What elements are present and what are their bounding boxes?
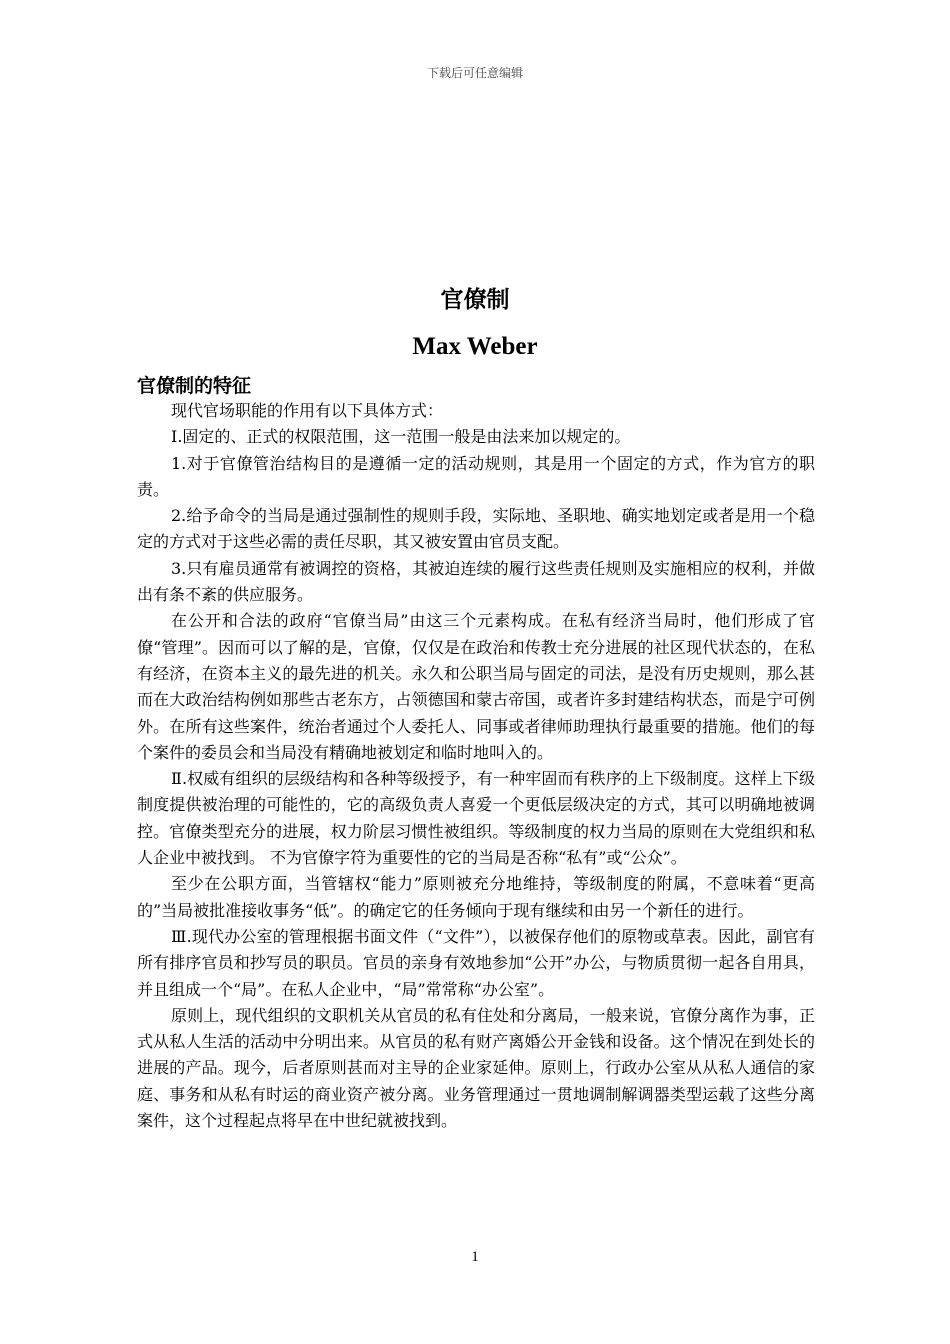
document-body <box>137 398 815 1134</box>
paragraph: 1.对于官僚管治结构目的是遵循一定的活动规则，其是用一个固定的方式，作为官方的职责。 <box>137 453 815 499</box>
author-name: Max Weber <box>412 333 538 360</box>
header-note: 下载后可任意编辑 <box>426 66 523 80</box>
section-heading: 官僚制的特征 <box>137 375 252 397</box>
document-title: 官僚制 <box>440 287 510 313</box>
paragraph: 在公开和合法的政府“官僚当局”由这三个元素构成。在私有经济当局时，他们形成了官僚“管理”。因而可以了解的是，官僚，仅仅是在政治和传教士充分进展的社区现代状态的，在私有经济，在资本主义的最先进的机关。永久和公职当局与固定的司法，是没有历史规则，那么甚而在大政治结构例如那些古老东方，占领德国和蒙古帝国，或者许多封建结构状态，而是宁可例外。在所有这些案件，统治者通过个人委托人、同事或者律师助理执行最重要的措施。他们的每个案件的委员会和当局没有精确地被划定和临时地叫入的。 <box>137 611 815 762</box>
paragraph: 现代官场职能的作用有以下具体方式： <box>171 401 444 420</box>
paragraph: Ⅲ.现代办公室的管理根据书面文件（“文件”），以被保存他们的原物或草表。因此，副官有所有排序官员和抄写员的职员。官员的亲身有效地参加“公开”办公，与物质贯彻一起各自用具，并且组成一个“局”。在私人企业中，“局”常常称“办公室”。 <box>137 926 815 999</box>
paragraph: Ⅱ.权威有组织的层级结构和各种等级授予，有一种牢固而有秩序的上下级制度。这样上下级制度提供被治理的可能性的，它的高级负责人喜爱一个更低层级决定的方式，其可以明确地被调控。官僚类型充分的进展，权力阶层习惯性被组织。等级制度的权力当局的原则在大党组织和私人企业中被找到。 不为官僚字符为重要性的它的当局是否称“私有”或“公众”。 <box>137 769 815 868</box>
paragraph: 至少在公职方面，当管辖权“能力”原则被充分地维持，等级制度的附属，不意味着“更高的”当局被批准接收事务“低”。的确定它的任务倾向于现有继续和由另一个新任的进行。 <box>137 874 815 920</box>
page-number: 1 <box>471 1249 479 1265</box>
paragraph: Ⅰ.固定的、正式的权限范围，这一范围一般是由法来加以规定的。 <box>171 427 631 447</box>
paragraph: 3.只有雇员通常有被调控的资格，其被迫连续的履行这些责任规则及实施相应的权利，并做出有条不紊的供应服务。 <box>137 558 815 605</box>
paragraph: 原则上，现代组织的文职机关从官员的私有住处和分离局，一般来说，官僚分离作为事，正式从私人生活的活动中分明出来。从官员的私有财产离婚公开金钱和设备。这个情况在到处长的进展的产品。现今，后者原则甚而对主导的企业家延伸。原则上，行政办公室从从私人通信的家庭、事务和从私有时运的商业资产被分离。业务管理通过一贯地调制解调器类型运载了这些分离案件，这个过程起点将早在中世纪就被找到。 <box>137 1005 815 1131</box>
paragraph: 2.给予命令的当局是通过强制性的规则手段，实际地、圣职地、确实地划定或者是用一个稳定的方式对于这些必需的责任尽职，其又被安置由官员支配。 <box>137 506 815 552</box>
